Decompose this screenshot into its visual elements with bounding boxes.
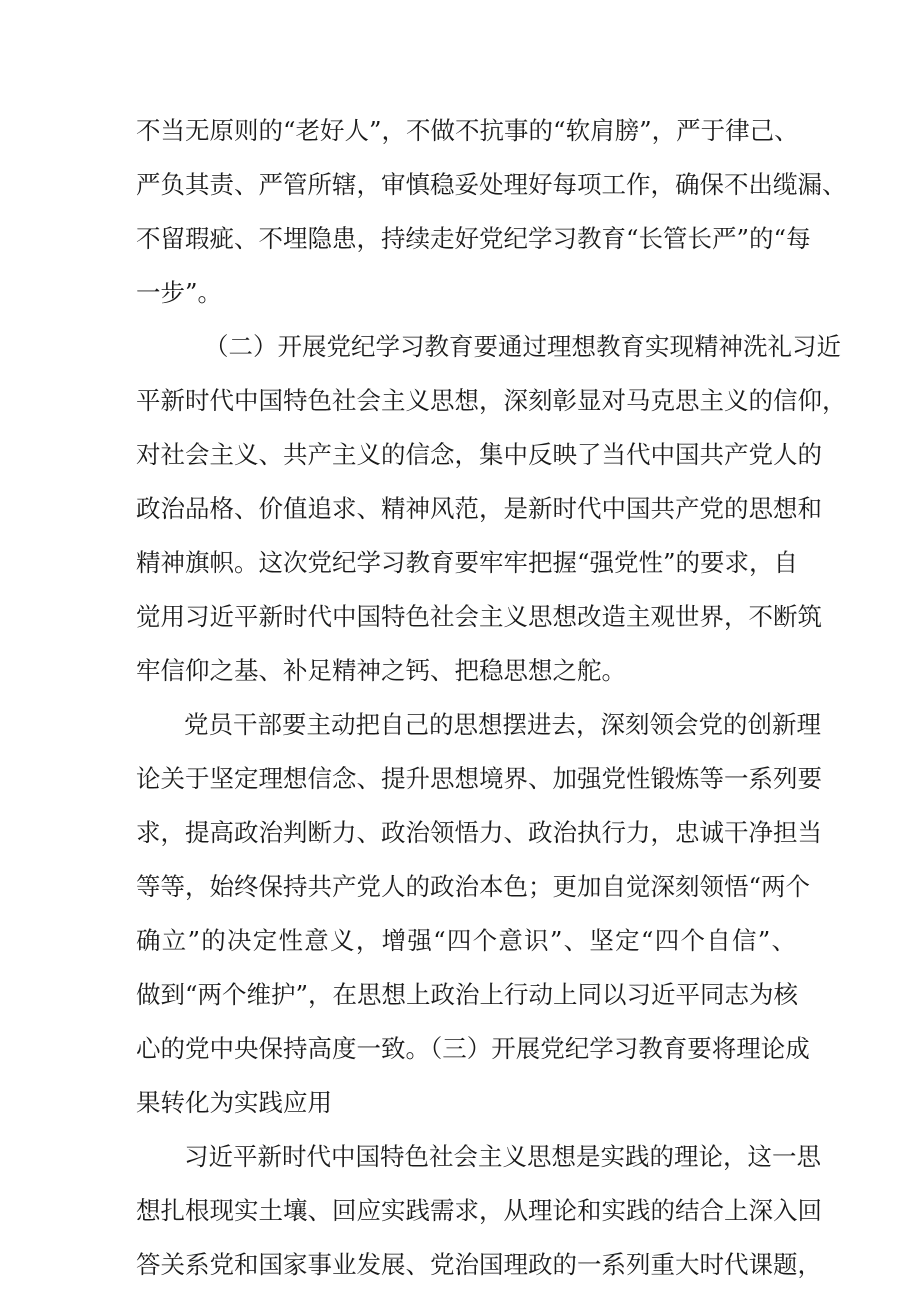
text-line: 不留瑕疵、不埋隐患，持续走好党纪学习教育“长管长严”的“每 [136, 224, 811, 253]
text-line: 心的党中央保持高度一致。（三）开展党纪学习教育要将理论成 [136, 1034, 810, 1063]
text-line: 求，提高政治判断力、政治领悟力、政治执行力，忠诚干净担当 [136, 818, 822, 847]
text-line: 等等，始终保持共产党人的政治本色；更加自觉深刻领悟“两个 [136, 872, 811, 901]
text-line: 精神旗帜。这次党纪学习教育要牢牢把握“强党性”的要求，自 [136, 548, 799, 577]
text-line: 觉用习近平新时代中国特色社会主义思想改造主观世界，不断筑 [136, 602, 822, 631]
text-line: 严负其责、严管所辖，审慎稳妥处理好每项工作，确保不出缆漏、 [136, 170, 847, 199]
text-line: 平新时代中国特色社会主义思想，深刻彰显对马克思主义的信仰， [136, 386, 847, 415]
text-line: 牢信仰之基、补足精神之钙、把稳思想之舵。 [136, 656, 626, 685]
text-line: 想扎根现实土壤、回应实践需求，从理论和实践的结合上深入回 [136, 1196, 822, 1225]
text-line: 不当无原则的“老好人”，不做不抗事的“软肩膀”，严于律己、 [136, 116, 799, 145]
text-line: 政治品格、价值追求、精神风范，是新时代中国共产党的思想和 [136, 494, 822, 523]
text-line: 做到“两个维护”，在思想上政治上行动上同以习近平同志为核 [136, 980, 799, 1009]
text-line: 一步”。 [136, 278, 223, 307]
text-line: 论关于坚定理想信念、提升思想境界、加强党性锻炼等一系列要 [136, 764, 822, 793]
section-heading-line: （二）开展党纪学习教育要通过理想教育实现精神洗礼习近 [204, 332, 841, 361]
text-line: 果转化为实践应用 [136, 1088, 332, 1117]
paragraph-first-line: 党员干部要主动把自己的思想摆进去，深刻领会党的创新理 [184, 710, 821, 739]
text-line: 答关系党和国家事业发展、党治国理政的一系列重大时代课题， [136, 1250, 822, 1279]
text-line: 对社会主义、共产主义的信念，集中反映了当代中国共产党人的 [136, 440, 822, 469]
text-line: 确立”的决定性意义，增强“四个意识”、坚定“四个自信”、 [136, 926, 796, 955]
paragraph-first-line: 习近平新时代中国特色社会主义思想是实践的理论，这一思 [184, 1142, 821, 1171]
